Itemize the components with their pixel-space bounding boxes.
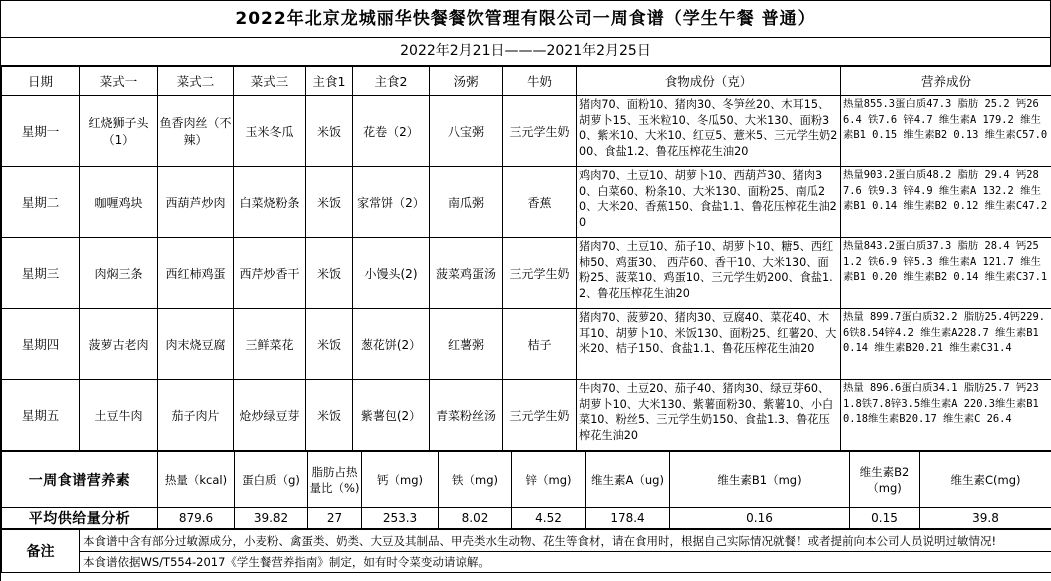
nutrition-summary-table <box>1 451 1051 529</box>
summary-value-cell: 253.3 <box>362 508 439 529</box>
summary-label: 一周食谱营养素 <box>2 452 158 508</box>
summary-header-cell: 铁（mg) <box>439 452 512 508</box>
summary-value-cell: 0.15 <box>850 508 920 529</box>
day-cell: 星期一 <box>2 96 80 167</box>
summary-header-cell: 维生素C(mg) <box>920 452 1051 508</box>
header-row <box>2 67 1051 96</box>
nutrition-cell: 热量903.2蛋白质48.2 脂肪 29.4 钙287.6 铁9.3 锌4.9 维生素A 132.2 维生素B1 0.14 维生素B2 0.12 维生素C47.2 <box>841 167 1051 238</box>
staple1-cell: 米饭 <box>306 167 353 238</box>
dish1-cell: 红烧狮子头（1） <box>80 96 158 167</box>
col-date: 日期 <box>2 67 80 96</box>
summary-header-cell: 脂肪占热量比（%) <box>308 452 362 508</box>
col-dish1: 菜式一 <box>80 67 158 96</box>
summary-header-cell: 维生素A（ug) <box>586 452 670 508</box>
ingredients-cell: 鸡肉70、土豆10、胡萝卜10、西葫芦30、猪肉30、白菜60、粉条10、大米130、面粉25、南瓜20、大米20、香蕉150、食盐1.1、鲁花压榨花生油20 <box>577 167 841 238</box>
summary-value-cell: 39.8 <box>920 508 1051 529</box>
ingredients-cell: 猪肉70、土豆10、茄子10、胡萝卜10、糖5、西红柿50、鸡蛋30、 西芹60、香干10、大米130、面粉25、菠菜10、鸡蛋10、三元学生奶200、食盐1.2、鲁花压榨花生油20 <box>577 238 841 309</box>
soup-cell: 青菜粉丝汤 <box>430 380 503 451</box>
menu-table <box>1 66 1051 451</box>
summary-header-cell: 维生素B2（mg) <box>850 452 920 508</box>
date-range: 2022年2月21日———2021年2月25日 <box>1 38 1051 66</box>
staple1-cell: 米饭 <box>306 309 353 380</box>
staple1-cell: 米饭 <box>306 380 353 451</box>
milk-cell: 三元学生奶 <box>503 380 577 451</box>
col-soup: 汤粥 <box>430 67 503 96</box>
soup-cell: 八宝粥 <box>430 96 503 167</box>
summary-value-cell: 0.16 <box>670 508 850 529</box>
milk-cell: 桔子 <box>503 309 577 380</box>
dish2-cell: 鱼香肉丝（不辣） <box>158 96 234 167</box>
nutrition-cell: 热量843.2蛋白质37.3 脂肪 28.4 钙251.2 铁6.9 锌5.3 维生素A 121.7 维生素B1 0.20 维生素B2 0.14 维生素C37.1 <box>841 238 1051 309</box>
staple1-cell: 米饭 <box>306 96 353 167</box>
col-staple2: 主食2 <box>353 67 430 96</box>
summary-header-cell: 热量（kcal) <box>158 452 235 508</box>
ingredients-cell: 猪肉70、菠萝20、猪肉30、豆腐40、菜花40、木耳10、胡萝卜10、米饭130、面粉25、红薯20、大米20、桔子150、食盐1.1、鲁花压榨花生油20 <box>577 309 841 380</box>
summary-value-cell: 39.82 <box>235 508 308 529</box>
nutrition-cell: 热量855.3蛋白质47.3 脂肪 25.2 钙266.4 铁7.6 锌4.7 维生素A 179.2 维生素B1 0.15 维生素B2 0.13 维生素C57.0 <box>841 96 1051 167</box>
dish2-cell: 西红柿鸡蛋 <box>158 238 234 309</box>
dish2-cell: 茄子肉片 <box>158 380 234 451</box>
dish3-cell: 炝炒绿豆芽 <box>234 380 306 451</box>
dish2-cell: 肉末烧豆腐 <box>158 309 234 380</box>
summary-header-cell: 钙（mg) <box>362 452 439 508</box>
summary-value-cell: 27 <box>308 508 362 529</box>
col-dish3: 菜式三 <box>234 67 306 96</box>
staple1-cell: 米饭 <box>306 238 353 309</box>
summary-header-cell: 蛋白质（g) <box>235 452 308 508</box>
ingredients-cell: 猪肉70、面粉10、猪肉30、冬笋丝20、木耳15、胡萝卜15、玉米粒10、冬瓜50、大米130、面粉30、紫米10、大米10、红豆5、薏米5、三元学生奶200、食盐1.2、鲁花压榨花生油20 <box>577 96 841 167</box>
table-row <box>2 96 1051 167</box>
dish1-cell: 土豆牛肉 <box>80 380 158 451</box>
ingredients-cell: 牛肉70、土豆20、茄子40、猪肉30、绿豆芽60、胡萝卜10、大米130、紫薯面粉30、紫薯10、小白菜10、粉丝5、三元学生奶150、食盐1.3、鲁花压榨花生油20 <box>577 380 841 451</box>
summary-header-row <box>2 452 1051 508</box>
col-ingredients: 食物成份（克） <box>577 67 841 96</box>
dish3-cell: 西芹炒香干 <box>234 238 306 309</box>
dish1-cell: 咖喱鸡块 <box>80 167 158 238</box>
col-staple1: 主食1 <box>306 67 353 96</box>
soup-cell: 菠菜鸡蛋汤 <box>430 238 503 309</box>
notes-label: 备注 <box>2 530 80 573</box>
nutrition-cell: 热量 896.6蛋白质34.1 脂肪25.7 钙231.8铁7.8锌3.5维生素A 220.3维生素B1 0.18维生素B20.17 维生素C 26.4 <box>841 380 1051 451</box>
table-row <box>2 167 1051 238</box>
page-title: 2022年北京龙城丽华快餐餐饮管理有限公司一周食谱（学生午餐 普通） <box>1 1 1051 38</box>
summary-value-cell: 8.02 <box>439 508 512 529</box>
summary-value-cell: 879.6 <box>158 508 235 529</box>
day-cell: 星期四 <box>2 309 80 380</box>
col-nutrition: 营养成份 <box>841 67 1051 96</box>
dish2-cell: 西葫芦炒肉 <box>158 167 234 238</box>
dish1-cell: 肉焖三条 <box>80 238 158 309</box>
summary-value-row <box>2 508 1051 529</box>
milk-cell: 三元学生奶 <box>503 238 577 309</box>
milk-cell: 三元学生奶 <box>503 96 577 167</box>
staple2-cell: 紫薯包(2） <box>353 380 430 451</box>
staple2-cell: 花卷（2） <box>353 96 430 167</box>
day-cell: 星期二 <box>2 167 80 238</box>
col-dish2: 菜式二 <box>158 67 234 96</box>
soup-cell: 红薯粥 <box>430 309 503 380</box>
dish3-cell: 三鲜菜花 <box>234 309 306 380</box>
day-cell: 星期三 <box>2 238 80 309</box>
milk-cell: 香蕉 <box>503 167 577 238</box>
staple2-cell: 家常饼（2） <box>353 167 430 238</box>
soup-cell: 南瓜粥 <box>430 167 503 238</box>
notes-table <box>1 529 1051 573</box>
summary-value-cell: 178.4 <box>586 508 670 529</box>
staple2-cell: 葱花饼(2） <box>353 309 430 380</box>
average-supply-label: 平均供给量分析 <box>2 508 158 529</box>
nutrition-cell: 热量 899.7蛋白质32.2 脂肪25.4钙229.6铁8.54锌4.2 维生素A228.7 维生素B10.14 维生素B20.21 维生素C31.4 <box>841 309 1051 380</box>
summary-header-cell: 维生素B1（mg) <box>670 452 850 508</box>
dish1-cell: 菠萝古老肉 <box>80 309 158 380</box>
table-row <box>2 380 1051 451</box>
day-cell: 星期五 <box>2 380 80 451</box>
dish3-cell: 白菜烧粉条 <box>234 167 306 238</box>
staple2-cell: 小馒头(2) <box>353 238 430 309</box>
table-row <box>2 309 1051 380</box>
table-row <box>2 238 1051 309</box>
summary-header-cell: 锌（mg) <box>512 452 586 508</box>
notes-line-allergy: 本食谱中含有部分过敏源成分，小麦粉、禽蛋类、奶类、大豆及其制品、甲壳类水生动物、花生等食材，请在食用时，根据自己实际情况就餐！或者提前向本公司人员说明过敏情况! <box>80 530 1051 552</box>
notes-line-guideline: 本食谱依据WS/T554-2017《学生餐营养指南》制定，如有时令菜变动请谅解。 <box>80 552 1051 573</box>
summary-value-cell: 4.52 <box>512 508 586 529</box>
col-milk: 牛奶 <box>503 67 577 96</box>
dish3-cell: 玉米冬瓜 <box>234 96 306 167</box>
